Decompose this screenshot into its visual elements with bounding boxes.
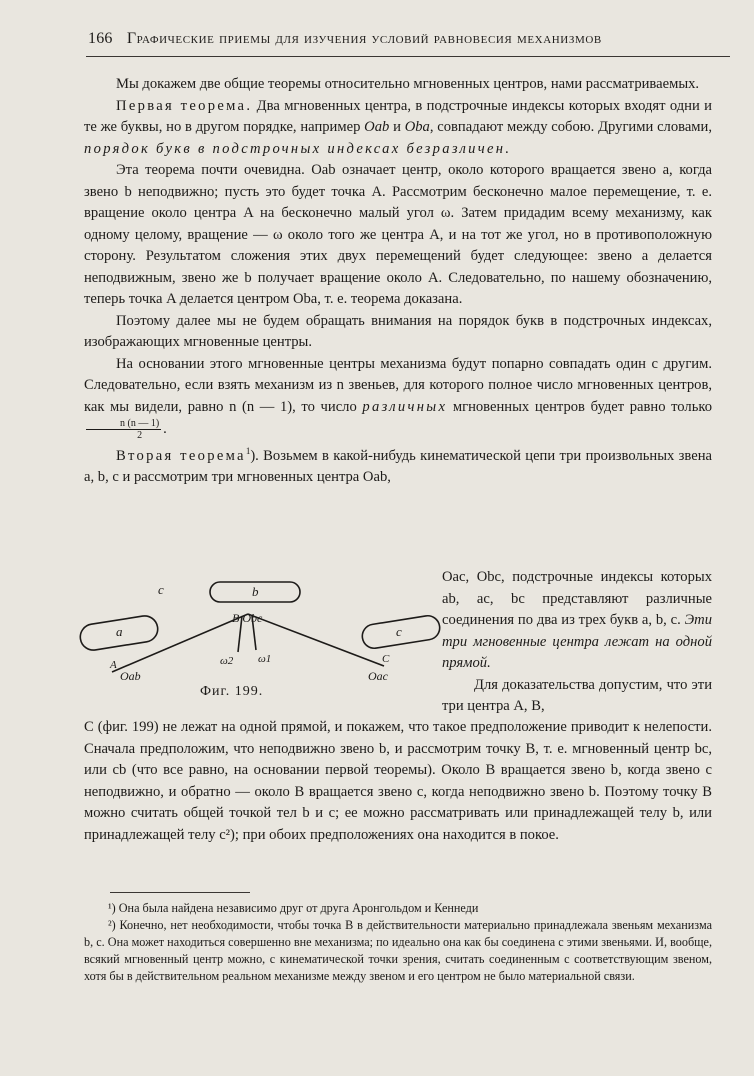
theorem-2-label: Вторая теорема	[116, 447, 246, 464]
paragraph-proof-2: C (фиг. 199) не лежат на одной прямой, и покажем, что такое предположение приводит к нелепости. Сначала предположим, что неподвижно звено b, и рассмотрим точку B, т. е. мгновенный центр bc, или cb (что все равно, на основании первой теоремы). Около B вращается звено b, когда звено c неподвижно, и обратно — около B вращается звено c, когда неподвижно звено b. Поэтому точку B можно считать общей точкой тел b и c; ее можно рассматривать или принадлежащей телу b, или принадлежащей телу c²); при обоих предположениях она находится в покое.	[84, 719, 712, 843]
theorem-2-text: ). Возьмем в какой-нибудь кинематической цепи три произвольных звена a, b, c и рассмотрим три мгновенных центра Oab,	[84, 447, 712, 486]
theorem-1-and: и	[389, 119, 405, 135]
theorem-1-italic: порядок букв в подстрочных индексах безразличен.	[84, 140, 512, 157]
main-text-top	[84, 74, 712, 489]
figure-caption: Фиг. 199.	[200, 684, 264, 699]
footnote-2: ²) Конечно, нет необходимости, чтобы точка B в действительности материально принадлежала звеньям механизма b, c. Она может находиться совершенно вне механизма; по идеально она как бы соединена с этими звеньями. И, вообще, всякий мгновенный центр можно, с кинематической точки зрения, считать соединенным с соответствующим звеном, хотя бы в действительном реальном механизме между звеном и его центром не было материальной связи.	[84, 918, 712, 983]
label-oac: Oac	[368, 669, 388, 683]
footnote-1: ¹) Она была найдена независимо друг от друга Аронгольдом и Кеннеди	[108, 901, 479, 915]
paragraph-proof-1: Эта теорема почти очевидна. Oab означает центр, около которого вращается звено a, когда звено b неподвижно; пусть это будет точка A. Рассмотрим бесконечно малое перемещение, т. е. вращение около центра A на бесконечно малый угол ω. Затем придадим всему механизму, как одному целому, вращение — ω около того же центра A, и на тот же угол, но в противоположную сторону. Результатом сложения этих двух перемещений будет следующее: звено a делается неподвижным, звено же b получает вращение около A. Следовательно, по нашему обозначению, теперь точка A делается центром Oba, т. е. теорема доказана.	[84, 162, 712, 307]
count-text-b: мгновенных центров будет равно только	[447, 398, 712, 415]
paragraph-theorem-1	[84, 96, 712, 161]
theorem-1-text-a: Два мгновенных центра, в подстрочные индексы которых входят одни и те же буквы, но в другом порядке, например	[84, 97, 712, 135]
count-text-a: На основании этого мгновенные центры механизма будут попарно совпадать один с другим. Следовательно, если взять механизм из n звеньев, для которого полное число мгновенных центров, как мы видели, равно n (n — 1), то число	[84, 355, 712, 415]
paragraph-intro: Мы докажем две общие теоремы относительно мгновенных центров, нами рассматриваемых.	[116, 76, 700, 92]
label-a: a	[116, 624, 123, 639]
main-text-bottom	[84, 717, 712, 846]
label-oab: Oab	[120, 669, 141, 683]
paragraph-right-col-proof: Для доказательства допустим, что эти три центра A, B,	[442, 676, 712, 714]
fraction-numerator: n (n — 1)	[86, 418, 161, 430]
label-A: A	[110, 659, 117, 671]
theorem-1-oab: Oab	[364, 119, 390, 135]
right-col-text-a: Oac, Obc, подстрочные индексы которых ab, ac, bc представляют различные соединения по два из трех букв a, b, c.	[442, 569, 712, 628]
label-w1: ω1	[258, 653, 272, 665]
right-column-text	[442, 567, 712, 718]
label-C: C	[382, 653, 390, 665]
paragraph-count	[84, 354, 712, 442]
label-b-obc: B Obc	[232, 611, 263, 625]
theorem-1-label: Первая теорема.	[116, 97, 253, 114]
theorem-1-oba: Oba	[404, 119, 430, 135]
fraction	[86, 418, 161, 441]
paragraph-order: Поэтому далее мы не будем обращать внимания на порядок букв в подстрочных индексах, изображающих мгновенные центры.	[84, 312, 712, 350]
label-b: b	[252, 584, 259, 599]
running-title: Графические приемы для изучения условий равновесия механизмов	[126, 30, 602, 47]
count-italic: различных	[362, 398, 448, 415]
paragraph-theorem-2	[84, 441, 712, 489]
footnote-ref-1: 1	[245, 446, 251, 456]
fraction-denominator: 2	[137, 430, 143, 441]
theorem-1-text-b: , совпадают между собою. Другими словами,	[429, 119, 712, 135]
page-number: 166	[88, 30, 113, 47]
footnote-rule	[110, 892, 250, 893]
page-header	[88, 30, 728, 48]
count-end: .	[163, 420, 167, 437]
label-c-left: c	[158, 582, 164, 597]
footnotes	[84, 900, 712, 985]
label-c-right: c	[396, 624, 402, 639]
header-rule	[86, 56, 730, 57]
label-w2: ω2	[220, 655, 234, 667]
right-col-italic: Эти три мгновенные центра лежат на одной прямой.	[442, 612, 712, 671]
paragraph-right-col	[442, 567, 712, 675]
